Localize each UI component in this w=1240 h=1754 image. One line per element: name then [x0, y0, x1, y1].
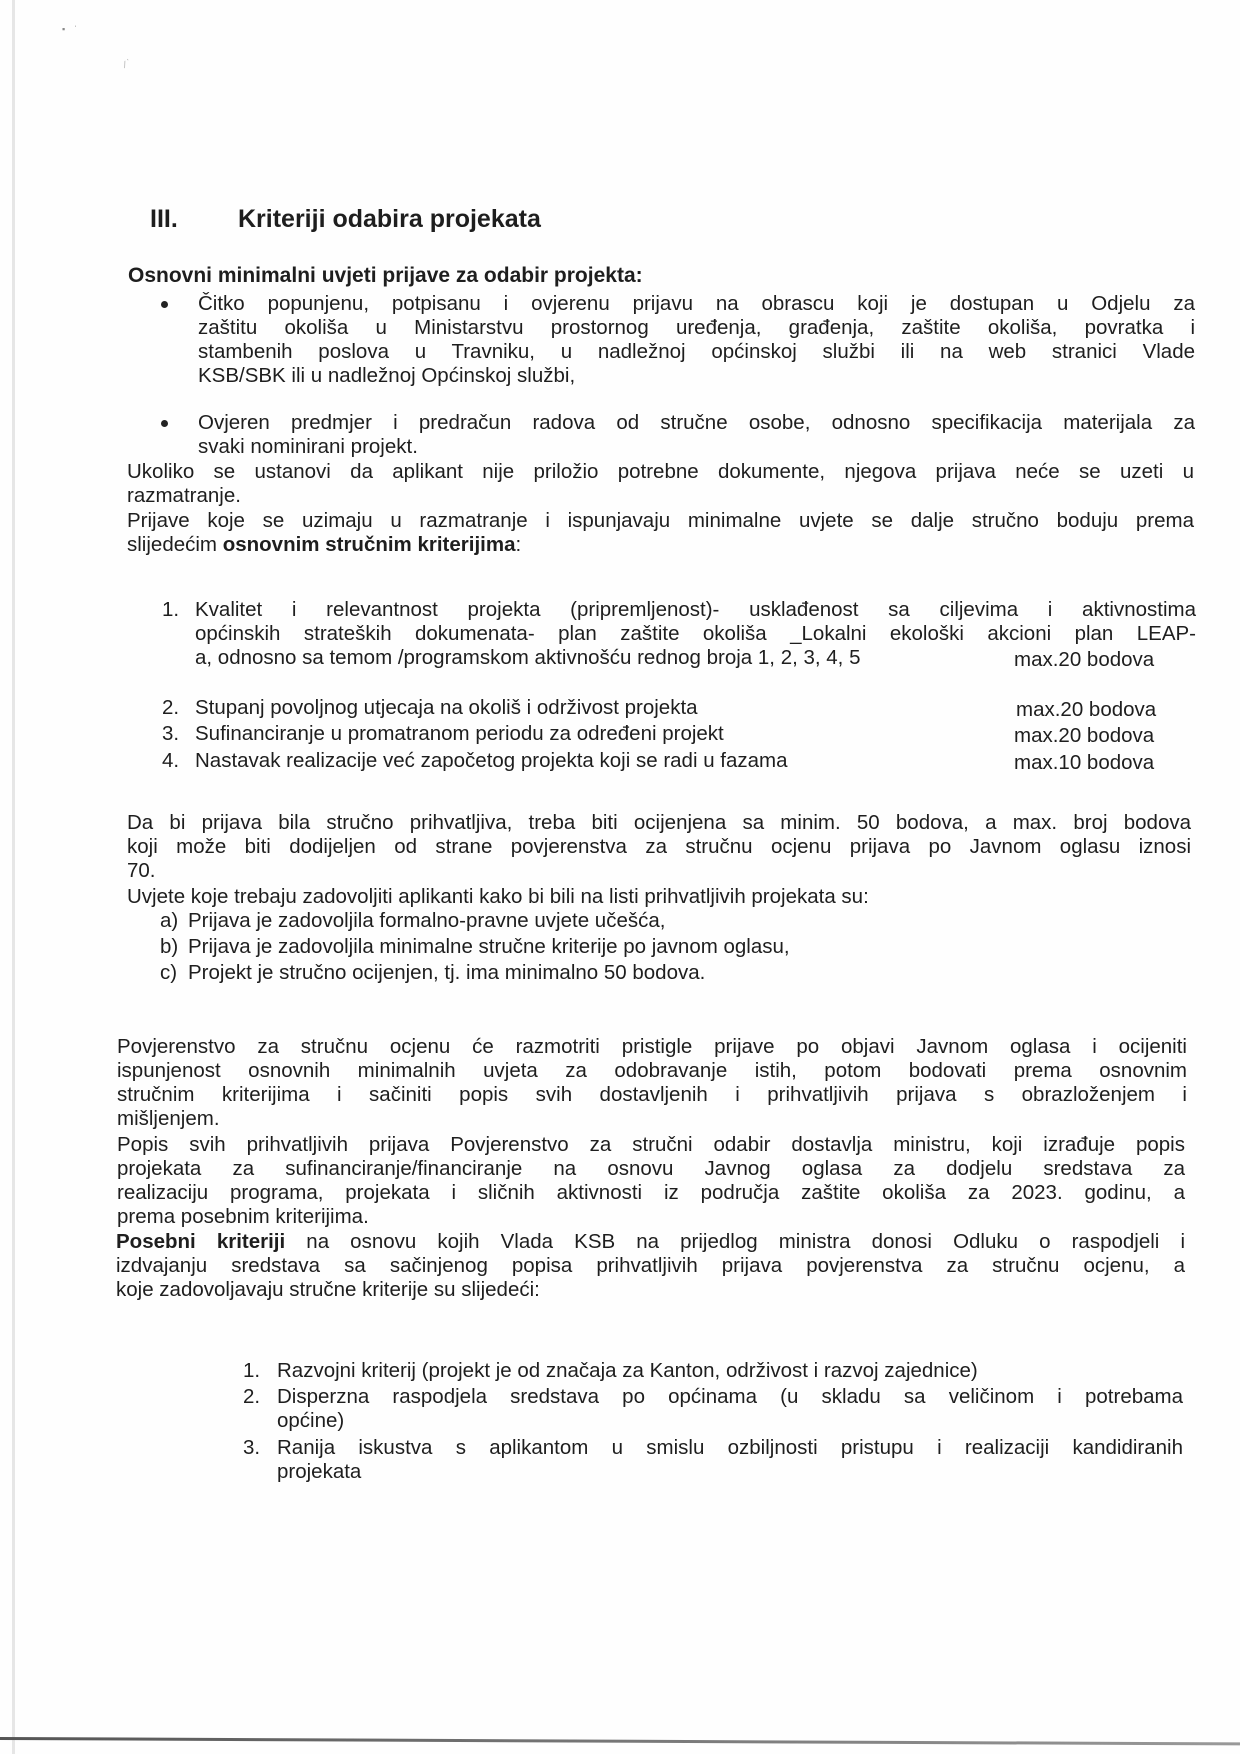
acceptance-text: Projekt je stručno ocijenjen, tj. ima minimalno 50 bodova. [188, 961, 706, 984]
paragraph-line: projekata za sufinanciranje/financiranje na osnovu Javnog oglasa za dodjelu sredstava za [117, 1157, 1185, 1180]
criterion-line: Razvojni kriterij (projekt je od značaja za Kanton, održivost i razvoj zajednice) [277, 1359, 978, 1382]
special-criteria-item [243, 1385, 1183, 1433]
list-number: 3. [162, 722, 180, 745]
bullet-line: zaštitu okoliša u Ministarstvu prostornog uređenja, građenja, zaštite okoliša, povratka i [198, 316, 1195, 339]
list-number: 1. [243, 1359, 261, 1382]
bullet-line: stambenih poslova u Travniku, u nadležnoj općinskoj službi ili na web stranici Vlade [198, 340, 1195, 363]
list-number: 2. [162, 696, 180, 719]
bullet-line: svaki nominirani projekt. [198, 435, 418, 458]
emphasis-text: osnovnim stručnim kriterijima [222, 533, 516, 556]
paragraph-line: ispunjenost osnovnih minimalnih uvjeta za odobravanje istih, potom bodovati prema osnovnim [117, 1059, 1187, 1082]
paragraph-line: Ukoliko se ustanovi da aplikant nije priložio potrebne dokumente, njegova prijava neće se uzeti u [127, 460, 1194, 483]
scan-speck: ▪ ˈ [62, 24, 80, 34]
paragraph-missing-documents [127, 460, 1194, 508]
paragraph-line: mišljenjem. [117, 1107, 220, 1130]
criterion-line: Sufinanciranje u promatranom periodu za određeni projekt [195, 722, 724, 745]
acceptance-conditions [127, 885, 1191, 985]
paragraph-line: Prijave koje se uzimaju u razmatranje i ispunjavaju minimalne uvjete se dalje stručno boduju prema [127, 509, 1194, 532]
acceptance-item [160, 961, 1191, 985]
scan-bottom-edge [0, 1737, 1240, 1745]
criterion-line: Ranija iskustva s aplikantom u smislu ozbiljnosti pristupu i realizaciji kandidiranih [277, 1436, 1183, 1459]
minimal-conditions-heading: Osnovni minimalni uvjeti prijave za odabir projekta: [128, 264, 643, 287]
bullet-line: KSB/SBK ili u nadležnoj Općinskoj službi, [198, 364, 576, 387]
bullet-item [161, 292, 1195, 388]
paragraph-line: izdvajanju sredstava sa sačinjenog popisa prihvatljivih prijava povjerenstva za stručnu ocjenu, a [116, 1254, 1185, 1277]
acceptance-text: Prijava je zadovoljila minimalne stručne kriterije po javnom oglasu, [188, 935, 790, 958]
max-points: max.10 bodova [1014, 751, 1155, 774]
max-points: max.20 bodova [1014, 724, 1155, 747]
acceptance-text: Prijava je zadovoljila formalno-pravne uvjete učešća, [188, 909, 666, 932]
paragraph-committee [117, 1035, 1187, 1131]
paragraph-line: Popis svih prihvatljivih prijava Povjerenstvo za stručni odabir dostavlja ministru, koji izrađuje popis [117, 1133, 1185, 1156]
list-marker: b) [160, 935, 179, 958]
paragraph-line: stručnim kriterijima i sačiniti popis svih dostavljenih i prihvatljivih prijava s obrazloženjem i [117, 1083, 1187, 1106]
paragraph-line [116, 1230, 1185, 1254]
paragraph-line: 70. [127, 859, 156, 882]
paragraph-line: realizaciju programa, projekata i sličnih aktivnosti iz područja zaštite okoliša za 2023. godinu, a [117, 1181, 1185, 1204]
text-run: na osnovu kojih Vlada KSB na prijedlog ministra donosi Odluku o raspodjeli i [285, 1230, 1185, 1253]
special-criteria-item [243, 1436, 1183, 1484]
list-marker: a) [160, 909, 179, 932]
section-number: III. [150, 205, 178, 233]
acceptance-intro: Uvjete koje trebaju zadovoljiti aplikanti kako bi bili na listi prihvatljivih projekata su: [127, 885, 869, 908]
paragraph-line [127, 533, 1194, 557]
criterion-line: Kvalitet i relevantnost projekta (pripremljenost)- usklađenost sa ciljevima i aktivnostima [195, 598, 1196, 621]
paragraph-special-criteria [116, 1230, 1185, 1302]
paragraph-basic-criteria [127, 509, 1194, 557]
max-points: max.20 bodova [1016, 698, 1157, 721]
scan-speck: ⁄ ˈ [121, 56, 134, 70]
paragraph-line: koji može biti dodijeljen od strane povjerenstva za stručnu ocjenu prijava po Javnom oglasu iznosi [127, 835, 1191, 858]
list-number: 2. [243, 1385, 261, 1408]
criterion-line: Stupanj povoljnog utjecaja na okoliš i održivost projekta [195, 696, 698, 719]
text-run: slijedećim [127, 533, 223, 556]
emphasis-text: Posebni kriteriji [116, 1230, 286, 1253]
paragraph-list-of-applications [117, 1133, 1185, 1229]
scan-edge [12, 0, 15, 1754]
criterion-line: Disperzna raspodjela sredstava po općinama (u skladu sa veličinom i potrebama [277, 1385, 1183, 1408]
bullet-item [161, 411, 1195, 459]
bullet-line: Ovjeren predmjer i predračun radova od stručne osobe, odnosno specifikacija materijala za [198, 411, 1195, 434]
acceptance-item [160, 909, 1191, 933]
criterion-line: projekata [277, 1460, 362, 1483]
text-run: : [515, 533, 522, 556]
bullet-icon [161, 301, 168, 308]
list-number: 4. [162, 749, 180, 772]
bullet-icon [161, 420, 168, 427]
criterion-line: a, odnosno sa temom /programskom aktivnošću rednog broja 1, 2, 3, 4, 5 [195, 646, 861, 669]
section-heading [150, 205, 541, 234]
criterion-line: općinskih strateških dokumenata- plan zaštite okoliša _Lokalni ekološki akcioni plan LEAP- [195, 622, 1196, 645]
criterion-line: općine) [277, 1409, 345, 1432]
paragraph-line: razmatranje. [127, 484, 241, 507]
paragraph-threshold [127, 811, 1191, 883]
list-number: 1. [162, 598, 180, 621]
criterion-line: Nastavak realizacije već započetog projekta koji se radi u fazama [195, 749, 788, 772]
acceptance-item [160, 935, 1191, 959]
bullet-line: Čitko popunjenu, potpisanu i ovjerenu prijavu na obrascu koji je dostupan u Odjelu za [198, 292, 1195, 315]
list-marker: c) [160, 961, 178, 984]
list-number: 3. [243, 1436, 261, 1459]
paragraph-line: Povjerenstvo za stručnu ocjenu će razmotriti pristigle prijave po objavi Javnom oglasa i ocijeniti [117, 1035, 1187, 1058]
max-points: max.20 bodova [1014, 648, 1155, 671]
basic-criteria-item [162, 598, 1196, 670]
section-title: Kriteriji odabira projekata [238, 205, 541, 233]
paragraph-line: koje zadovoljavaju stručne kriterije su slijedeći: [116, 1278, 540, 1301]
paragraph-line: Da bi prijava bila stručno prihvatljiva, treba biti ocijenjena sa minim. 50 bodova, a max. broj bodova [127, 811, 1191, 834]
paragraph-line: prema posebnim kriterijima. [117, 1205, 369, 1228]
